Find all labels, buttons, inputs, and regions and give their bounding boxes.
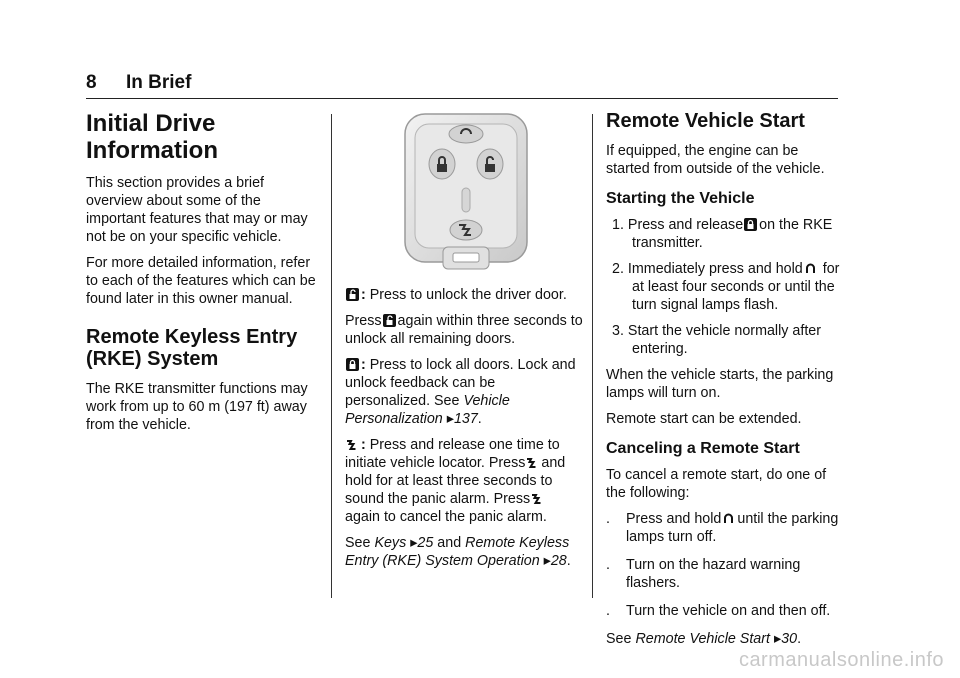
list-item: 2. Immediately press and hold for at least four seconds or until the turn signal lamps flash. <box>612 261 840 313</box>
page-reference-arrow-icon: ▸ <box>773 631 782 647</box>
section-title: In Brief <box>126 72 192 93</box>
unlock-again-description: Press again within three seconds to unlock all remaining doors. <box>345 313 583 347</box>
cancel-options <box>606 510 842 620</box>
paragraph: To cancel a remote start, do one of the following: <box>606 467 827 501</box>
heading-initial-drive: Initial Drive Information <box>86 110 218 164</box>
vehicle-locator-description: : Press and release one time to initiate vehicle locator. Press and hold for at least three seconds to sound the panic alarm. Press again to cancel the panic alarm. <box>345 437 566 525</box>
column-divider <box>592 114 593 598</box>
paragraph: If equipped, the engine can be started from outside of the vehicle. <box>606 143 825 177</box>
paragraph: This section provides a brief overview about some of the important features that may or may not be on your specific vehicle. <box>86 175 308 245</box>
unlock-icon <box>383 314 396 327</box>
key-fob-illustration <box>397 112 535 272</box>
list-item: 1. Press and release on the RKE transmitter. <box>612 217 833 251</box>
unlock-description: : Press to unlock the driver door. <box>345 286 583 304</box>
page-reference-arrow-icon: ▸ <box>410 535 418 551</box>
list-item: 3. Start the vehicle normally after entering. <box>612 323 822 357</box>
column-rke-buttons <box>345 108 583 578</box>
vehicle-locator-icon <box>526 456 539 469</box>
list-item: . Press and hold until the parking lamps turn off. <box>606 511 839 545</box>
remote-start-icon <box>722 512 735 525</box>
column-divider <box>331 114 332 598</box>
page-header <box>86 70 838 99</box>
paragraph: When the vehicle starts, the parking lamps will turn on. <box>606 367 834 401</box>
heading-remote-vehicle-start: Remote Vehicle Start <box>606 110 805 132</box>
list-item: . Turn the vehicle on and then off. <box>606 603 831 619</box>
see-also-references: See Keys ▸25 and Remote Keyless Entry (RKE) System Operation ▸28. <box>345 535 571 569</box>
reference-link[interactable]: Remote Vehicle Start <box>635 631 770 647</box>
reference-link[interactable]: Vehicle Personalization <box>345 393 510 427</box>
page-reference-arrow-icon: ▸ <box>446 411 454 427</box>
reference-link[interactable]: Remote Keyless Entry (RKE) System Operation <box>345 535 570 569</box>
lock-icon <box>744 218 757 231</box>
vehicle-locator-icon <box>346 438 359 451</box>
lock-description: : Press to lock all doors. Lock and unlock feedback can be personalized. See Vehicle Personalization ▸137. <box>345 357 576 427</box>
paragraph: The RKE transmitter functions may work from up to 60 m (197 ft) away from the vehicle. <box>86 381 308 433</box>
heading-canceling-remote-start: Canceling a Remote Start <box>606 440 800 457</box>
heading-starting-vehicle: Starting the Vehicle <box>606 190 755 207</box>
lock-icon <box>346 358 359 371</box>
see-also-references: See Remote Vehicle Start ▸30. <box>606 631 802 647</box>
paragraph: For more detailed information, refer to each of the features which can be found later in this owner manual. <box>86 255 316 307</box>
start-steps <box>606 216 842 358</box>
column-initial-drive <box>86 108 318 442</box>
page-number: 8 <box>86 72 97 93</box>
vehicle-locator-icon <box>531 492 544 505</box>
heading-rke-system: Remote Keyless Entry (RKE) System <box>86 326 298 370</box>
remote-start-icon <box>804 262 817 275</box>
unlock-icon <box>346 288 359 301</box>
column-remote-start <box>606 108 842 656</box>
reference-link[interactable]: Keys <box>374 535 407 551</box>
watermark: carmanualsonline.info <box>738 649 944 671</box>
page-reference-arrow-icon: ▸ <box>543 553 551 569</box>
paragraph: Remote start can be extended. <box>606 411 802 427</box>
list-item: . Turn on the hazard warning flashers. <box>606 557 801 591</box>
